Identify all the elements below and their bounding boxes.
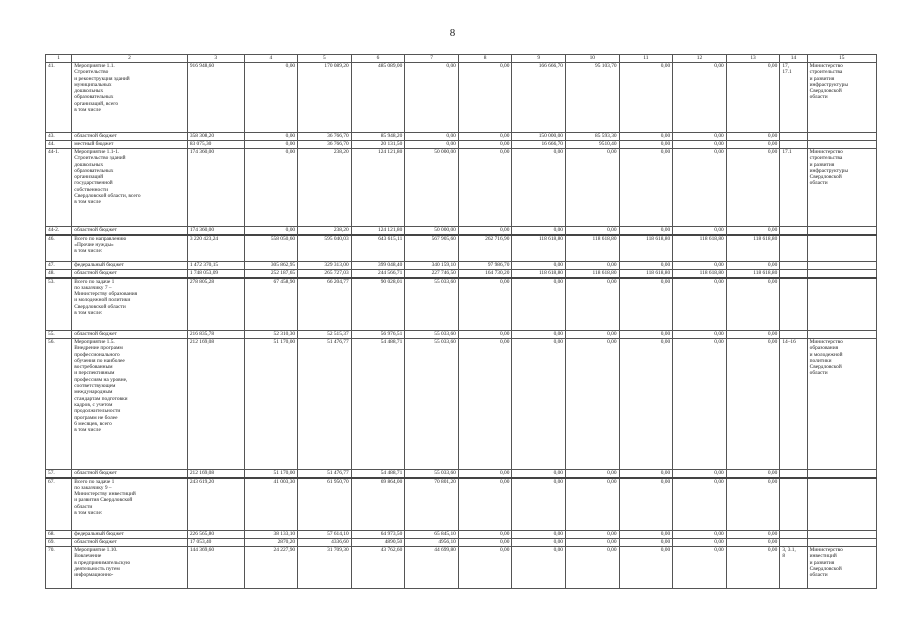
amount-cell: 118 618,80 (619, 235, 673, 262)
target-indicator-cell (780, 141, 807, 149)
table-row (46, 133, 877, 141)
table-row (46, 262, 877, 270)
amount-cell: 65 845,10 (405, 531, 459, 539)
amount-cell: 174 360,00 (187, 149, 244, 227)
amount-cell: 485 089,00 (351, 63, 405, 133)
amount-cell: 51 476,77 (298, 339, 352, 470)
target-indicator-cell: 17, 17.1 (780, 63, 807, 133)
column-header: 15 (807, 55, 876, 63)
executor-cell (807, 539, 876, 547)
amount-cell: 0,00 (566, 262, 620, 270)
header-row (46, 55, 877, 63)
amount-cell: 0,00 (512, 547, 566, 589)
executor-cell (807, 331, 876, 339)
amount-cell: 118 618,80 (619, 270, 673, 278)
amount-cell: 216 835,78 (187, 331, 244, 339)
amount-cell: 90 028,01 (351, 278, 405, 331)
executor-cell (807, 227, 876, 235)
row-number-cell: 70. (46, 547, 72, 589)
executor-cell (807, 235, 876, 262)
row-number-cell: 67. (46, 478, 72, 531)
amount-cell: 55 033,60 (405, 278, 459, 331)
amount-cell: 0,00 (458, 331, 512, 339)
amount-cell: 0,00 (458, 149, 512, 227)
target-indicator-cell (780, 278, 807, 331)
amount-cell: 558 050,60 (244, 235, 298, 262)
table-row (46, 141, 877, 149)
amount-cell: 56 976,51 (351, 331, 405, 339)
amount-cell: 43 762,60 (351, 547, 405, 589)
amount-cell: 118 618,80 (512, 235, 566, 262)
amount-cell: 54 488,71 (351, 339, 405, 470)
amount-cell: 278 805,28 (187, 278, 244, 331)
row-number-cell: 69. (46, 539, 72, 547)
item-name-cell: федеральный бюджет (72, 531, 188, 539)
executor-cell (807, 262, 876, 270)
amount-cell: 16 666,70 (512, 141, 566, 149)
table-row (46, 331, 877, 339)
amount-cell: 0,00 (512, 339, 566, 470)
amount-cell: 0,00 (566, 278, 620, 331)
amount-cell: 0,00 (244, 63, 298, 133)
table-row (46, 539, 877, 547)
amount-cell: 212 169,08 (187, 339, 244, 470)
amount-cell: 0,00 (619, 149, 673, 227)
amount-cell: 0,00 (512, 539, 566, 547)
amount-cell: 3 220 423,24 (187, 235, 244, 262)
column-header: 7 (405, 55, 459, 63)
amount-cell: 0,00 (619, 539, 673, 547)
executor-cell: Министерство инвестиций и развития Свердловской области (807, 547, 876, 589)
row-number-cell: 44-1. (46, 149, 72, 227)
amount-cell: 0,00 (458, 539, 512, 547)
row-number-cell: 68. (46, 531, 72, 539)
target-indicator-cell (780, 478, 807, 531)
amount-cell: 17 053,40 (187, 539, 244, 547)
column-header: 2 (72, 55, 188, 63)
amount-cell: 0,00 (619, 227, 673, 235)
amount-cell: 0,00 (726, 531, 780, 539)
amount-cell: 85 593,30 (566, 133, 620, 141)
amount-cell: 252 187,65 (244, 270, 298, 278)
row-number-cell: 48. (46, 270, 72, 278)
amount-cell: 265 727,03 (298, 270, 352, 278)
amount-cell: 118 618,80 (566, 235, 620, 262)
amount-cell: 0,00 (566, 339, 620, 470)
amount-cell: 0,00 (512, 149, 566, 227)
budget-table (45, 54, 877, 589)
item-name-cell: Мероприятие 1.1-1. Строительство зданий дошкольных образовательных организаций государственной собственности Свердловской области, всего в том числе (72, 149, 188, 227)
amount-cell: 118 618,80 (673, 270, 727, 278)
amount-cell: 358 308,20 (187, 133, 244, 141)
amount-cell: 0,00 (458, 141, 512, 149)
amount-cell: 36 766,70 (298, 133, 352, 141)
row-number-cell: 46. (46, 235, 72, 262)
amount-cell: 0,00 (244, 149, 298, 227)
amount-cell: 0,00 (458, 478, 512, 531)
target-indicator-cell (780, 470, 807, 478)
amount-cell: 0,00 (726, 478, 780, 531)
item-name-cell: областной бюджет (72, 270, 188, 278)
target-indicator-cell (780, 531, 807, 539)
amount-cell: 262 716,90 (458, 235, 512, 262)
amount-cell: 24 227,90 (244, 547, 298, 589)
amount-cell: 50 000,00 (405, 149, 459, 227)
amount-cell: 64 973,50 (351, 531, 405, 539)
target-indicator-cell (780, 539, 807, 547)
target-indicator-cell (780, 235, 807, 262)
executor-cell (807, 133, 876, 141)
item-name-cell: областной бюджет (72, 470, 188, 478)
amount-cell: 0,00 (566, 478, 620, 531)
amount-cell: 0,00 (673, 278, 727, 331)
amount-cell: 0,00 (673, 531, 727, 539)
amount-cell: 1 748 053,09 (187, 270, 244, 278)
item-name-cell: местный бюджет (72, 141, 188, 149)
amount-cell: 0,00 (566, 539, 620, 547)
column-header: 12 (673, 55, 727, 63)
amount-cell: 0,00 (512, 478, 566, 531)
item-name-cell: федеральный бюджет (72, 262, 188, 270)
row-number-cell: 44-2. (46, 227, 72, 235)
table-row (46, 470, 877, 478)
amount-cell: 0,00 (405, 63, 459, 133)
table-row (46, 270, 877, 278)
amount-cell: 0,00 (726, 63, 780, 133)
amount-cell: 38 133,10 (244, 531, 298, 539)
amount-cell: 0,00 (244, 227, 298, 235)
amount-cell: 95 103,70 (566, 63, 620, 133)
row-number-cell: 57. (46, 470, 72, 478)
executor-cell: Министерство образования и молодежной политики Свердловской области (807, 339, 876, 470)
amount-cell: 52 515,37 (298, 331, 352, 339)
item-name-cell: Всего по задаче 1 по заказчику 7 – Министерству образования и молодежной политики Свердловской области в том числе: (72, 278, 188, 331)
amount-cell: 0,00 (619, 547, 673, 589)
target-indicator-cell (780, 331, 807, 339)
amount-cell: 0,00 (673, 141, 727, 149)
amount-cell: 144 369,60 (187, 547, 244, 589)
amount-cell: 0,00 (726, 262, 780, 270)
amount-cell: 0,00 (405, 141, 459, 149)
amount-cell: 4956,10 (405, 539, 459, 547)
amount-cell: 340 159,10 (405, 262, 459, 270)
table-row (46, 235, 877, 262)
amount-cell: 0,00 (458, 531, 512, 539)
executor-cell (807, 278, 876, 331)
amount-cell: 0,00 (673, 262, 727, 270)
amount-cell: 2870,20 (244, 539, 298, 547)
amount-cell: 329 313,00 (298, 262, 352, 270)
item-name-cell: областной бюджет (72, 133, 188, 141)
amount-cell: 0,00 (566, 531, 620, 539)
amount-cell: 44 699,80 (405, 547, 459, 589)
amount-cell: 0,00 (458, 547, 512, 589)
amount-cell: 0,00 (673, 63, 727, 133)
amount-cell: 0,00 (619, 339, 673, 470)
target-indicator-cell: 14–16 (780, 339, 807, 470)
table-row (46, 339, 877, 470)
amount-cell: 118 618,80 (726, 270, 780, 278)
amount-cell: 0,00 (726, 539, 780, 547)
amount-cell: 51 170,00 (244, 470, 298, 478)
target-indicator-cell (780, 133, 807, 141)
column-header: 10 (566, 55, 620, 63)
amount-cell: 0,00 (244, 133, 298, 141)
amount-cell: 1 472 370,15 (187, 262, 244, 270)
target-indicator-cell (780, 262, 807, 270)
column-header: 11 (619, 55, 673, 63)
amount-cell: 0,00 (619, 531, 673, 539)
amount-cell: 0,00 (673, 331, 727, 339)
amount-cell: 0,00 (726, 141, 780, 149)
amount-cell: 0,00 (673, 478, 727, 531)
amount-cell: 0,00 (619, 278, 673, 331)
amount-cell: 0,00 (619, 331, 673, 339)
executor-cell (807, 141, 876, 149)
executor-cell (807, 270, 876, 278)
executor-cell (807, 470, 876, 478)
column-header: 5 (298, 55, 352, 63)
column-header: 9 (512, 55, 566, 63)
table-row (46, 149, 877, 227)
column-header: 3 (187, 55, 244, 63)
amount-cell: 0,00 (673, 470, 727, 478)
amount-cell: 118 618,80 (673, 235, 727, 262)
amount-cell: 0,00 (726, 133, 780, 141)
amount-cell: 55 033,60 (405, 470, 459, 478)
amount-cell: 0,00 (726, 470, 780, 478)
amount-cell: 0,00 (619, 63, 673, 133)
amount-cell: 0,00 (726, 149, 780, 227)
amount-cell: 0,00 (566, 470, 620, 478)
amount-cell: 0,00 (458, 63, 512, 133)
amount-cell: 70 801,20 (405, 478, 459, 531)
amount-cell: 0,00 (619, 478, 673, 531)
amount-cell: 0,00 (619, 262, 673, 270)
amount-cell: 0,00 (458, 227, 512, 235)
amount-cell: 0,00 (673, 227, 727, 235)
amount-cell: 0,00 (566, 331, 620, 339)
row-number-cell: 47. (46, 262, 72, 270)
amount-cell: 567 905,60 (405, 235, 459, 262)
amount-cell: 4336,60 (298, 539, 352, 547)
table-row (46, 227, 877, 235)
column-header: 13 (726, 55, 780, 63)
amount-cell: 124 121,80 (351, 149, 405, 227)
row-number-cell: 53. (46, 278, 72, 331)
amount-cell: 61 950,70 (298, 478, 352, 531)
row-number-cell: 43. (46, 133, 72, 141)
amount-cell: 118 618,80 (566, 270, 620, 278)
executor-cell: Министерство строительства и развития инфраструктуры Свердловской области (807, 149, 876, 227)
target-indicator-cell: 3, 3.1, 8 (780, 547, 807, 589)
item-name-cell: Мероприятие 1.5. Внедрение программ профессионального обучения по наиболее востребованным и перспективным профессиям на уровне, соответствующем международным стандартам подготовки кадров, с учетом продолжительности программ не более 6 месяцев, всего в том числе (72, 339, 188, 470)
amount-cell: 0,00 (673, 149, 727, 227)
item-name-cell: Мероприятие 1.1. Строительство и реконструкция зданий муниципальных дошкольных образовательных организаций, всего в том числе (72, 63, 188, 133)
column-header: 1 (46, 55, 72, 63)
amount-cell: 0,00 (512, 262, 566, 270)
amount-cell: 0,00 (458, 133, 512, 141)
executor-cell (807, 531, 876, 539)
target-indicator-cell (780, 227, 807, 235)
amount-cell: 4890,50 (351, 539, 405, 547)
amount-cell: 124 121,80 (351, 227, 405, 235)
table-row (46, 547, 877, 589)
amount-cell: 0,00 (619, 141, 673, 149)
amount-cell: 9510,40 (566, 141, 620, 149)
item-name-cell: областной бюджет (72, 539, 188, 547)
amount-cell: 0,00 (726, 331, 780, 339)
amount-cell: 85 948,20 (351, 133, 405, 141)
row-number-cell: 41. (46, 63, 72, 133)
amount-cell: 0,00 (673, 547, 727, 589)
amount-cell: 0,00 (512, 278, 566, 331)
amount-cell: 0,00 (619, 470, 673, 478)
amount-cell: 0,00 (458, 470, 512, 478)
amount-cell: 0,00 (512, 227, 566, 235)
column-header: 6 (351, 55, 405, 63)
amount-cell: 170 089,20 (298, 63, 352, 133)
amount-cell: 31 709,30 (298, 547, 352, 589)
amount-cell: 0,00 (726, 339, 780, 470)
amount-cell: 0,00 (458, 278, 512, 331)
amount-cell: 226 565,80 (187, 531, 244, 539)
amount-cell: 0,00 (673, 539, 727, 547)
amount-cell: 55 033,60 (405, 331, 459, 339)
item-name-cell: Всего по направлению «Прочие нужды» в том числе: (72, 235, 188, 262)
amount-cell: 0,00 (619, 133, 673, 141)
amount-cell: 83 075,30 (187, 141, 244, 149)
amount-cell: 0,00 (726, 547, 780, 589)
amount-cell: 41 003,30 (244, 478, 298, 531)
amount-cell: 0,00 (673, 339, 727, 470)
table-row (46, 278, 877, 331)
row-number-cell: 56. (46, 339, 72, 470)
amount-cell: 36 766,70 (298, 141, 352, 149)
amount-cell: 0,00 (244, 141, 298, 149)
amount-cell: 0,00 (673, 133, 727, 141)
amount-cell: 66 204,77 (298, 278, 352, 331)
row-number-cell: 44. (46, 141, 72, 149)
amount-cell: 0,00 (566, 547, 620, 589)
amount-cell: 227 746,50 (405, 270, 459, 278)
amount-cell: 55 033,60 (405, 339, 459, 470)
amount-cell: 69 864,00 (351, 478, 405, 531)
amount-cell: 118 618,80 (512, 270, 566, 278)
table-row (46, 531, 877, 539)
amount-cell: 0,00 (726, 278, 780, 331)
amount-cell: 57 614,10 (298, 531, 352, 539)
amount-cell: 174 360,00 (187, 227, 244, 235)
amount-cell: 118 618,80 (726, 235, 780, 262)
amount-cell: 67 458,90 (244, 278, 298, 331)
page-number: 8 (449, 27, 456, 39)
amount-cell: 595 040,03 (298, 235, 352, 262)
item-name-cell: областной бюджет (72, 227, 188, 235)
amount-cell: 51 170,00 (244, 339, 298, 470)
amount-cell: 238,20 (298, 227, 352, 235)
item-name-cell: областной бюджет (72, 331, 188, 339)
amount-cell: 97 986,70 (458, 262, 512, 270)
item-name-cell: Мероприятие 1.10. Вовлечение в предпринимательскую деятельность путем информационно- (72, 547, 188, 589)
amount-cell: 150 000,00 (512, 133, 566, 141)
amount-cell: 0,00 (512, 331, 566, 339)
amount-cell: 0,00 (566, 227, 620, 235)
amount-cell: 50 000,00 (405, 227, 459, 235)
target-indicator-cell (780, 270, 807, 278)
row-number-cell: 55. (46, 331, 72, 339)
amount-cell: 0,00 (726, 227, 780, 235)
column-header: 14 (780, 55, 807, 63)
column-header: 8 (458, 55, 512, 63)
amount-cell: 916 948,60 (187, 63, 244, 133)
amount-cell: 20 131,50 (351, 141, 405, 149)
amount-cell: 0,00 (405, 133, 459, 141)
amount-cell: 243 619,20 (187, 478, 244, 531)
amount-cell: 244 566,71 (351, 270, 405, 278)
executor-cell (807, 478, 876, 531)
amount-cell: 164 730,20 (458, 270, 512, 278)
table-row (46, 63, 877, 133)
amount-cell: 0,00 (458, 339, 512, 470)
amount-cell: 643 615,11 (351, 235, 405, 262)
amount-cell: 54 488,71 (351, 470, 405, 478)
amount-cell: 0,00 (566, 149, 620, 227)
amount-cell: 51 476,77 (298, 470, 352, 478)
column-header: 4 (244, 55, 298, 63)
table-row (46, 478, 877, 531)
executor-cell: Министерство строительства и развития инфраструктуры Свердловской области (807, 63, 876, 133)
amount-cell: 238,20 (298, 149, 352, 227)
amount-cell: 166 666,70 (512, 63, 566, 133)
amount-cell: 52 310,30 (244, 331, 298, 339)
amount-cell: 212 169,08 (187, 470, 244, 478)
amount-cell: 399 048,40 (351, 262, 405, 270)
amount-cell: 0,00 (512, 531, 566, 539)
amount-cell: 0,00 (512, 470, 566, 478)
item-name-cell: Всего по задаче 1 по заказчику 9 – Министерству инвестиций и развития Свердловской области в том числе: (72, 478, 188, 531)
amount-cell: 305 862,95 (244, 262, 298, 270)
target-indicator-cell: 17.1 (780, 149, 807, 227)
